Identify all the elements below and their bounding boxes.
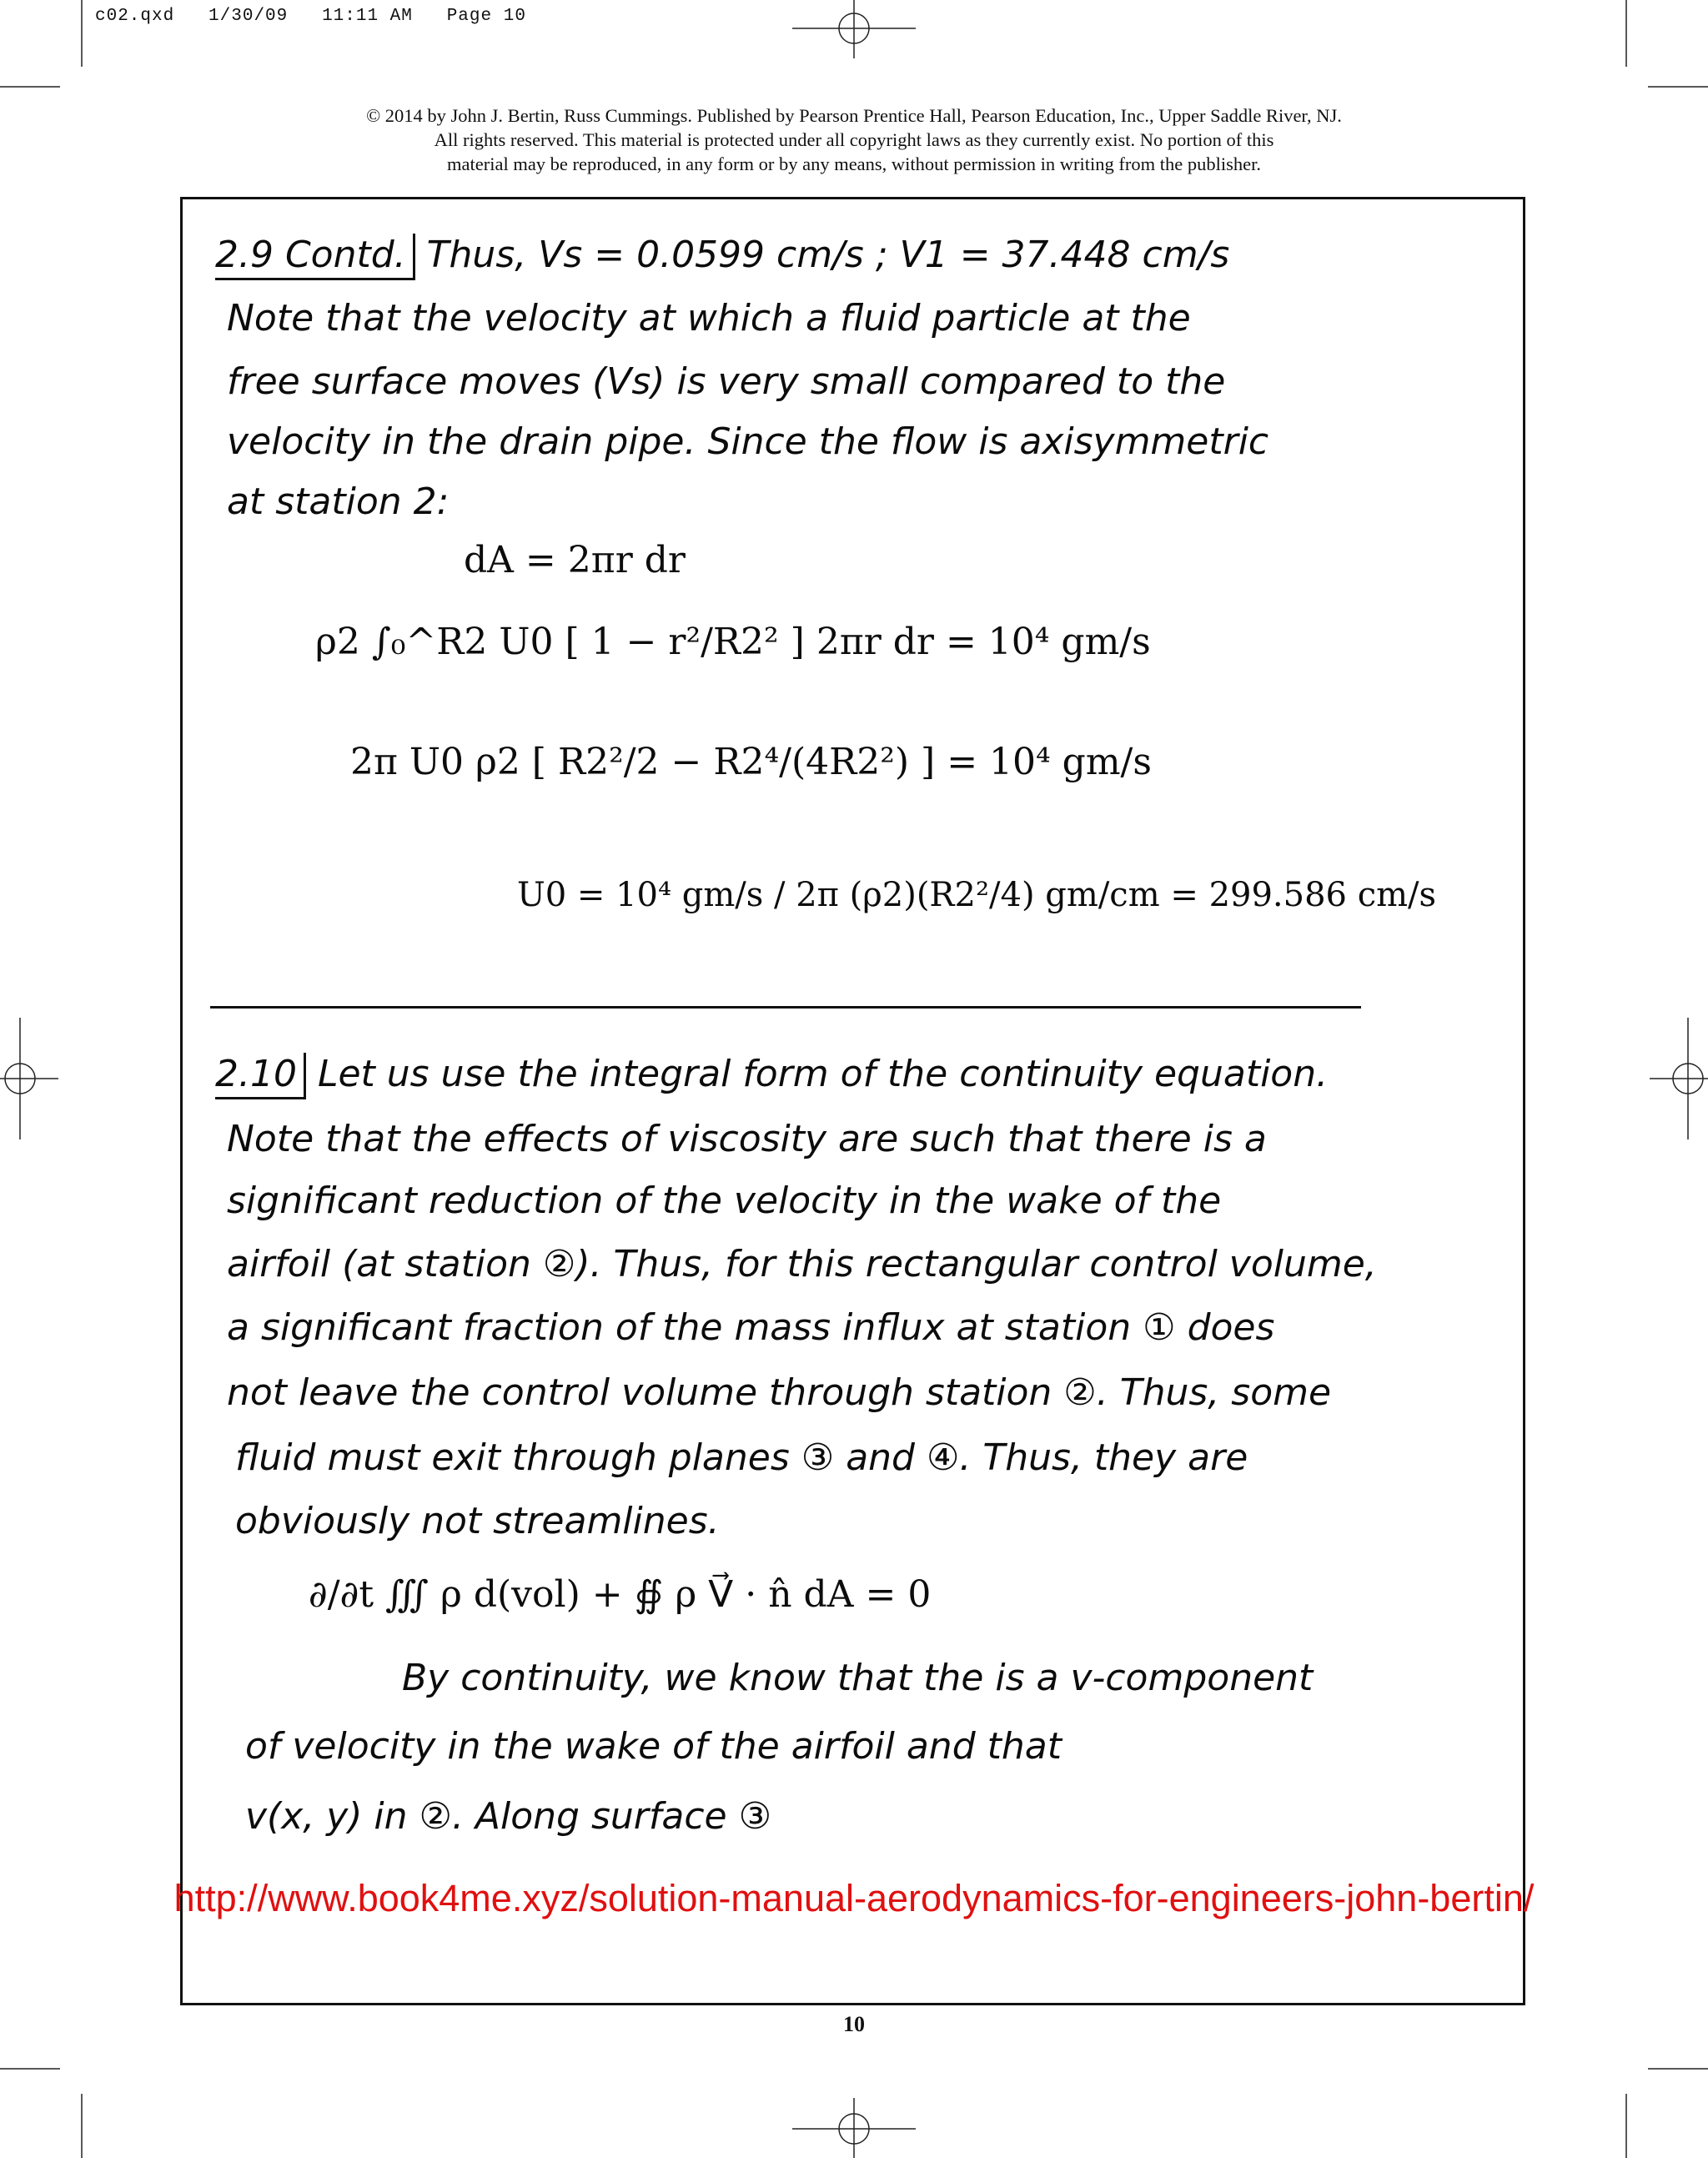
copyright-notice <box>0 103 1708 176</box>
equation: dA = 2πr dr <box>464 539 686 581</box>
print-slug <box>95 7 526 26</box>
problem-label: 2.9 Contd. <box>215 234 415 280</box>
problem-line: free surface moves (Vs) is very small compared to the <box>227 360 1226 403</box>
problem-line: Let us use the integral form of the continuity equation. <box>317 1053 1329 1095</box>
slug-file: c02.qxd <box>95 7 175 26</box>
equation: ∂/∂t ∭ ρ d(vol) + ∯ ρ V⃗ · n̂ dA = 0 <box>309 1573 932 1616</box>
problem-line: v(x, y) in ②. Along surface ③ <box>245 1795 772 1838</box>
copyright-line: All rights reserved. This material is protected under all copyright laws as they currently exist. No portion of this <box>434 129 1274 150</box>
problem-line: obviously not streamlines. <box>235 1500 720 1542</box>
copyright-line: © 2014 by John J. Bertin, Russ Cummings. Published by Pearson Prentice Hall, Pearson Education, Inc., Upper Saddle River, NJ. <box>366 105 1342 126</box>
source-url-link[interactable]: http://www.book4me.xyz/solution-manual-aerodynamics-for-engineers-john-bertin/ <box>173 1877 1535 1919</box>
problem-line: of velocity in the wake of the airfoil and that <box>245 1725 1062 1768</box>
slug-page: Page 10 <box>446 7 526 26</box>
problem-line: at station 2: <box>227 480 450 523</box>
problem-line: a significant fraction of the mass influx at station ① does <box>227 1306 1275 1349</box>
problem-line: By continuity, we know that the is a v-component <box>402 1657 1314 1699</box>
problem-line: not leave the control volume through station ②. Thus, some <box>227 1371 1332 1414</box>
problem-line: significant reduction of the velocity in the wake of the <box>227 1180 1222 1222</box>
equation: U0 = 10⁴ gm/s / 2π (ρ2)(R2²/4) gm/cm = 299.586 cm/s <box>517 876 1437 914</box>
page-number: 10 <box>843 2012 865 2036</box>
slug-date: 1/30/09 <box>208 7 289 26</box>
problem-line: Thus, Vs = 0.0599 cm/s ; V1 = 37.448 cm/s <box>426 234 1230 276</box>
problem-2-9-heading <box>215 234 1229 280</box>
copyright-line: material may be reproduced, in any form or by any means, without permission in writing from the publisher. <box>446 153 1262 174</box>
problem-label: 2.10 <box>215 1053 306 1099</box>
section-divider <box>210 1006 1361 1009</box>
problem-line: velocity in the drain pipe. Since the flow is axisymmetric <box>227 420 1269 463</box>
equation: ρ2 ∫₀^R2 U0 [ 1 − r²/R2² ] 2πr dr = 10⁴ gm/s <box>315 621 1151 663</box>
problem-2-10-heading <box>215 1053 1328 1099</box>
problem-line: airfoil (at station ②). Thus, for this rectangular control volume, <box>227 1243 1377 1285</box>
problem-line: fluid must exit through planes ③ and ④. Thus, they are <box>235 1436 1248 1479</box>
problem-line: Note that the effects of viscosity are such that there is a <box>227 1118 1267 1160</box>
slug-time: 11:11 AM <box>322 7 413 26</box>
problem-line: Note that the velocity at which a fluid particle at the <box>227 297 1191 340</box>
equation: 2π U0 ρ2 [ R2²/2 − R2⁴/(4R2²) ] = 10⁴ gm/s <box>350 741 1152 783</box>
